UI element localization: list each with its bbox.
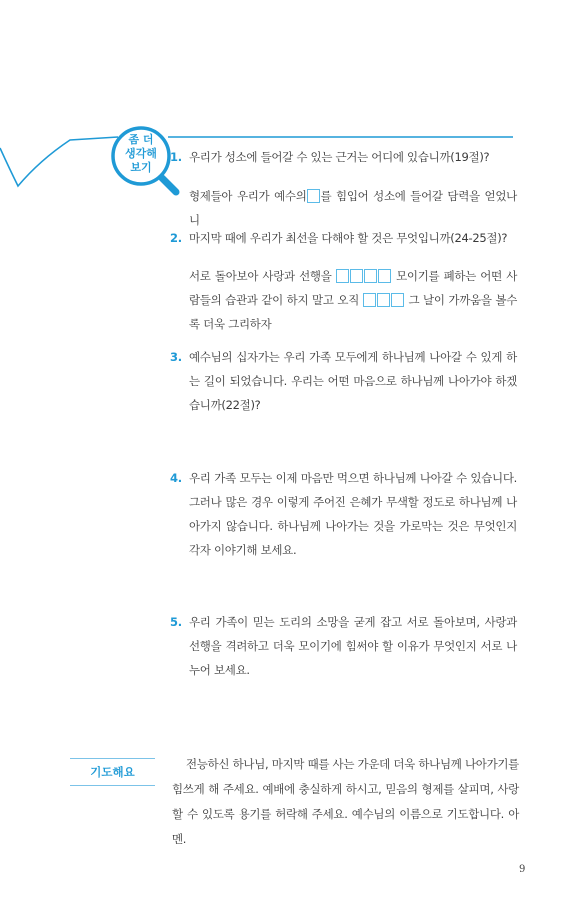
blank-box[interactable] xyxy=(350,269,363,283)
answer-1 xyxy=(189,184,517,232)
question-5 xyxy=(172,610,517,682)
question-text: 우리 가족 모두는 이제 마음만 먹으면 하나님께 나아갈 수 있습니다. 그러나 많은 경우 이렇게 주어진 은혜가 무색할 정도로 하나님께 나아가지 않습니다. 하나님께 나아가는 것을 가로막는 것은 무엇인지 각자 이야기해 보세요. xyxy=(189,471,517,557)
question-1 xyxy=(172,145,517,169)
badge-line-3: 보기 xyxy=(130,161,152,174)
prayer-label: 기도해요 xyxy=(90,765,135,779)
question-2 xyxy=(172,226,517,250)
question-text: 우리 가족이 믿는 도리의 소망을 굳게 잡고 서로 돌아보며, 사랑과 선행을 격려하고 더욱 모이기에 힘써야 할 이유가 무엇인지 서로 나누어 보세요. xyxy=(189,615,517,677)
page-number: 9 xyxy=(519,864,526,875)
blank-box[interactable] xyxy=(377,293,390,307)
prayer-label-block xyxy=(70,758,155,786)
question-text: 예수님의 십자가는 우리 가족 모두에게 하나님께 나아갈 수 있게 하는 길이 되었습니다. 우리는 어떤 마음으로 하나님께 나아가야 하겠습니까(22절)? xyxy=(189,350,517,412)
question-number: 4. xyxy=(170,471,182,485)
question-4 xyxy=(172,466,517,562)
answer-1-after: 를 힘입어 성소에 들어갈 담력을 얻었나니 xyxy=(189,189,517,227)
think-more-badge xyxy=(113,133,169,175)
question-number: 5. xyxy=(170,615,182,629)
blank-box[interactable] xyxy=(378,269,391,283)
header-graphic xyxy=(0,0,575,200)
answer-2-part1: 서로 돌아보아 사랑과 선행을 xyxy=(189,269,332,283)
blank-box[interactable] xyxy=(363,293,376,307)
answer-2 xyxy=(189,264,517,336)
question-text: 우리가 성소에 들어갈 수 있는 근거는 어디에 있습니까(19절)? xyxy=(189,150,490,164)
answer-1-before: 형제들아 우리가 예수의 xyxy=(189,189,307,203)
question-number: 3. xyxy=(170,350,182,364)
answer-2-part2: 모이기를 폐하는 어떤 사람들의 습관과 같이 하지 말고 오직 xyxy=(189,269,518,307)
badge-line-2: 생각해 xyxy=(125,147,157,160)
blank-box[interactable] xyxy=(307,189,320,203)
blank-box[interactable] xyxy=(391,293,404,307)
blank-box[interactable] xyxy=(364,269,377,283)
magnifier-handle xyxy=(162,178,176,192)
question-3 xyxy=(172,345,517,417)
decorative-curve xyxy=(0,137,118,186)
answer-2-part3: 그 날이 가까움을 볼수록 더욱 그리하자 xyxy=(189,293,518,331)
question-number: 2. xyxy=(170,231,182,245)
badge-line-1: 좀 더 xyxy=(128,133,154,146)
prayer-text: 전능하신 하나님, 마지막 때를 사는 가운데 더욱 하나님께 나아가기를 힘쓰게 해 주세요. 예배에 충실하게 하시고, 믿음의 형제를 살피며, 사랑할 수 있도록 용기를 허락해 주세요. 예수님의 이름으로 기도합니다. 아멘. xyxy=(172,757,519,846)
blank-box[interactable] xyxy=(336,269,349,283)
question-number: 1. xyxy=(170,150,182,164)
question-text: 마지막 때에 우리가 최선을 다해야 할 것은 무엇입니까(24-25절)? xyxy=(189,231,508,245)
